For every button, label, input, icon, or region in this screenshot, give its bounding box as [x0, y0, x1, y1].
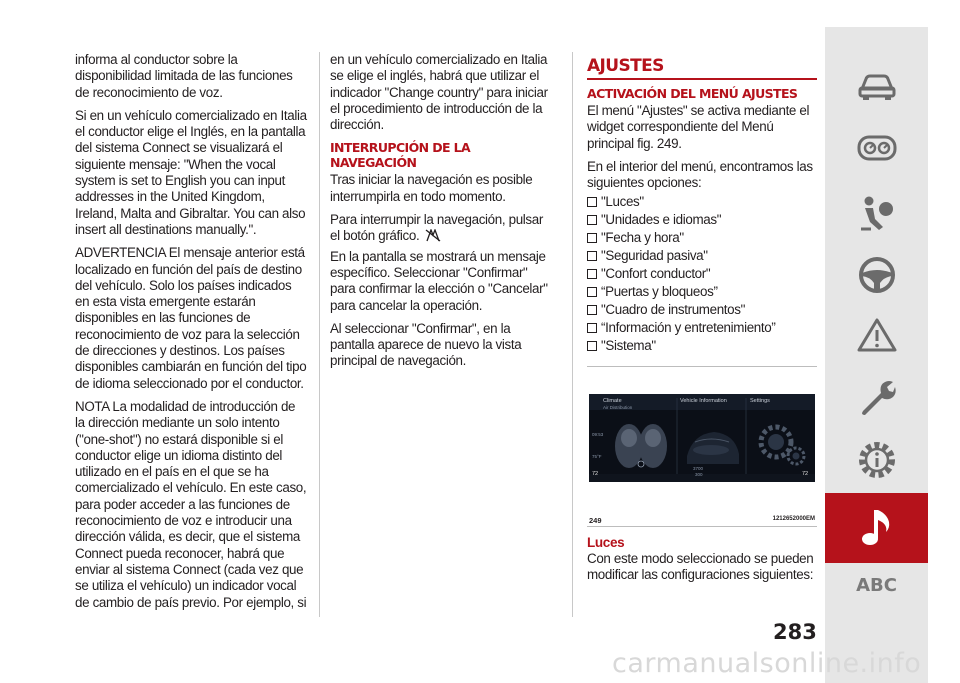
- paragraph: [330, 212, 550, 245]
- list-item-label: "Fecha y hora": [601, 230, 684, 246]
- list-item: [587, 193, 817, 211]
- airbag-icon[interactable]: [825, 193, 928, 233]
- wrench-icon[interactable]: [825, 377, 928, 417]
- screen-tab-climate: Climate: [603, 398, 622, 404]
- paragraph: Al seleccionar "Confirmar", en la pantalla aparece de nuevo la vista principal de navegación.: [330, 320, 522, 369]
- stop-navigation-icon: [425, 229, 441, 242]
- checkbox-bullet-icon: [587, 341, 597, 351]
- middle-column: [330, 52, 550, 377]
- paragraph: en un vehículo comercializado en Italia se elige el inglés, habrá que utilizar el indicador "Change country" para iniciar el procedimiento de introducción de la dirección.: [330, 52, 548, 133]
- figure-code: 1212652000EM: [772, 516, 815, 522]
- list-item: [587, 301, 817, 319]
- checkbox-bullet-icon: [587, 197, 597, 207]
- figure-top-rule: [587, 366, 817, 367]
- abc-index-label[interactable]: ABC: [856, 575, 897, 596]
- paragraph: En la pantalla se mostrará un mensaje específico. Seleccionar "Confirmar" para confirmar la elección o "Cancelar" para cancelar la operación.: [330, 248, 548, 313]
- infotainment-screen-image: [589, 394, 815, 482]
- screen-temp-right: 72: [802, 471, 809, 477]
- list-item-label: “Información y entretenimiento”: [601, 320, 776, 336]
- list-item: [587, 319, 817, 337]
- paragraph: El menú "Ajustes" se activa mediante el widget correspondiente del Menú principal fig. 249.: [587, 103, 810, 151]
- right-column: [587, 56, 817, 355]
- paragraph: Tras iniciar la navegación es posible interrumpirla en todo momento.: [330, 172, 533, 204]
- checkbox-bullet-icon: [587, 251, 597, 261]
- steering-wheel-icon[interactable]: [825, 255, 928, 295]
- list-item: [587, 265, 817, 283]
- screen-outside-temp: 75°F: [592, 454, 602, 459]
- list-item-label: "Seguridad pasiva": [601, 248, 708, 264]
- warning-triangle-icon[interactable]: [825, 317, 928, 353]
- gear-info-icon[interactable]: [825, 439, 928, 481]
- car-icon[interactable]: [825, 71, 928, 101]
- watermark: carmanualsonline.info: [612, 648, 922, 679]
- paragraph: NOTA La modalidad de introducción de la dirección mediante un solo intento ("one-shot") no estará disponible si el conductor elige un idioma distinto del utilizado en el país en el que se ha comercializado el vehículo. En este caso, para poder acceder a las funciones de reconocimiento de voz e introducir una dirección válida, es decir, que el sistema Connect pueda reconocer, habrá que enviar al sistema Connect (cada vez que se utiliza el vehículo) un indicador vocal de cambio de país previo. Por ejemplo, si: [75, 398, 307, 610]
- list-item-label: "Unidades e idiomas": [601, 212, 722, 228]
- paragraph: Con este modo seleccionado se pueden modificar las configuraciones siguientes:: [587, 551, 814, 583]
- list-item: [587, 283, 817, 301]
- screen-tab-settings: Settings: [750, 398, 770, 404]
- page-number: 283: [773, 620, 817, 644]
- list-item: [587, 337, 817, 355]
- section-heading: INTERRUPCIÓN DE LA NAVEGACIÓN: [330, 140, 471, 171]
- list-item: [587, 247, 817, 265]
- chapter-sidebar: [825, 27, 928, 683]
- paragraph: ADVERTENCIA El mensaje anterior está localizado en función del país de destino del vehículo. Solo los países indicados en esta vista emergente estarán disponibles en las funciones de reconocimiento de voz para la selección de direcciones y destinos. Los países disponibles cambiarán en función del tipo de idioma seleccionado por el conductor.: [75, 245, 307, 391]
- checkbox-bullet-icon: [587, 323, 597, 333]
- checkbox-bullet-icon: [587, 287, 597, 297]
- list-item-label: "Confort conductor": [601, 266, 711, 282]
- screen-time: 09:53: [592, 432, 604, 437]
- screen-temp-left: 72: [592, 471, 599, 477]
- left-column: [75, 52, 307, 618]
- screen-range-2: 300: [695, 472, 703, 477]
- paragraph: informa al conductor sobre la disponibilidad limitada de las funciones de reconocimiento de voz.: [75, 52, 293, 100]
- list-item: [587, 211, 817, 229]
- checkbox-bullet-icon: [587, 233, 597, 243]
- title-rule: [587, 78, 817, 80]
- figure-number: 249: [589, 516, 602, 525]
- paragraph: Si en un vehículo comercializado en Italia el conductor elige el Inglés, en la pantalla del sistema Connect se visualizará el siguiente mensaje: "When the vocal system is set to English you can input addresses in the United Kingdom, Ireland, Malta and Gibraltar. You can also insert all destinations manually.".: [75, 107, 307, 237]
- music-note-icon: [857, 506, 897, 550]
- checkbox-bullet-icon: [587, 305, 597, 315]
- figure-bottom-rule: [587, 526, 817, 527]
- list-item-label: "Sistema": [601, 338, 656, 354]
- list-item: [587, 229, 817, 247]
- figure-249: [587, 366, 817, 525]
- screen-tab-vehicle: Vehicle Information: [680, 398, 727, 404]
- options-list: [587, 193, 817, 355]
- list-item-label: "Cuadro de instrumentos": [601, 302, 746, 318]
- active-chapter-tab[interactable]: [825, 493, 928, 563]
- subsection-heading: ACTIVACIÓN DEL MENÚ AJUSTES: [587, 86, 798, 101]
- checkbox-bullet-icon: [587, 215, 597, 225]
- column-divider: [572, 52, 573, 617]
- screen-range-1: 3700: [693, 466, 704, 471]
- paragraph-text: Para interrumpir la navegación, pulsar el botón gráfico.: [330, 212, 543, 244]
- screen-tab-climate-sub: Air Distribution: [603, 405, 633, 410]
- luces-heading: Luces: [587, 535, 625, 550]
- checkbox-bullet-icon: [587, 269, 597, 279]
- dashboard-gauges-icon[interactable]: [825, 135, 928, 161]
- list-item-label: “Puertas y bloqueos”: [601, 284, 718, 300]
- section-title: AJUSTES: [587, 56, 664, 76]
- luces-section: [587, 535, 817, 591]
- list-item-label: "Luces": [601, 194, 644, 210]
- paragraph: En el interior del menú, encontramos las siguientes opciones:: [587, 158, 813, 191]
- column-divider: [319, 52, 320, 617]
